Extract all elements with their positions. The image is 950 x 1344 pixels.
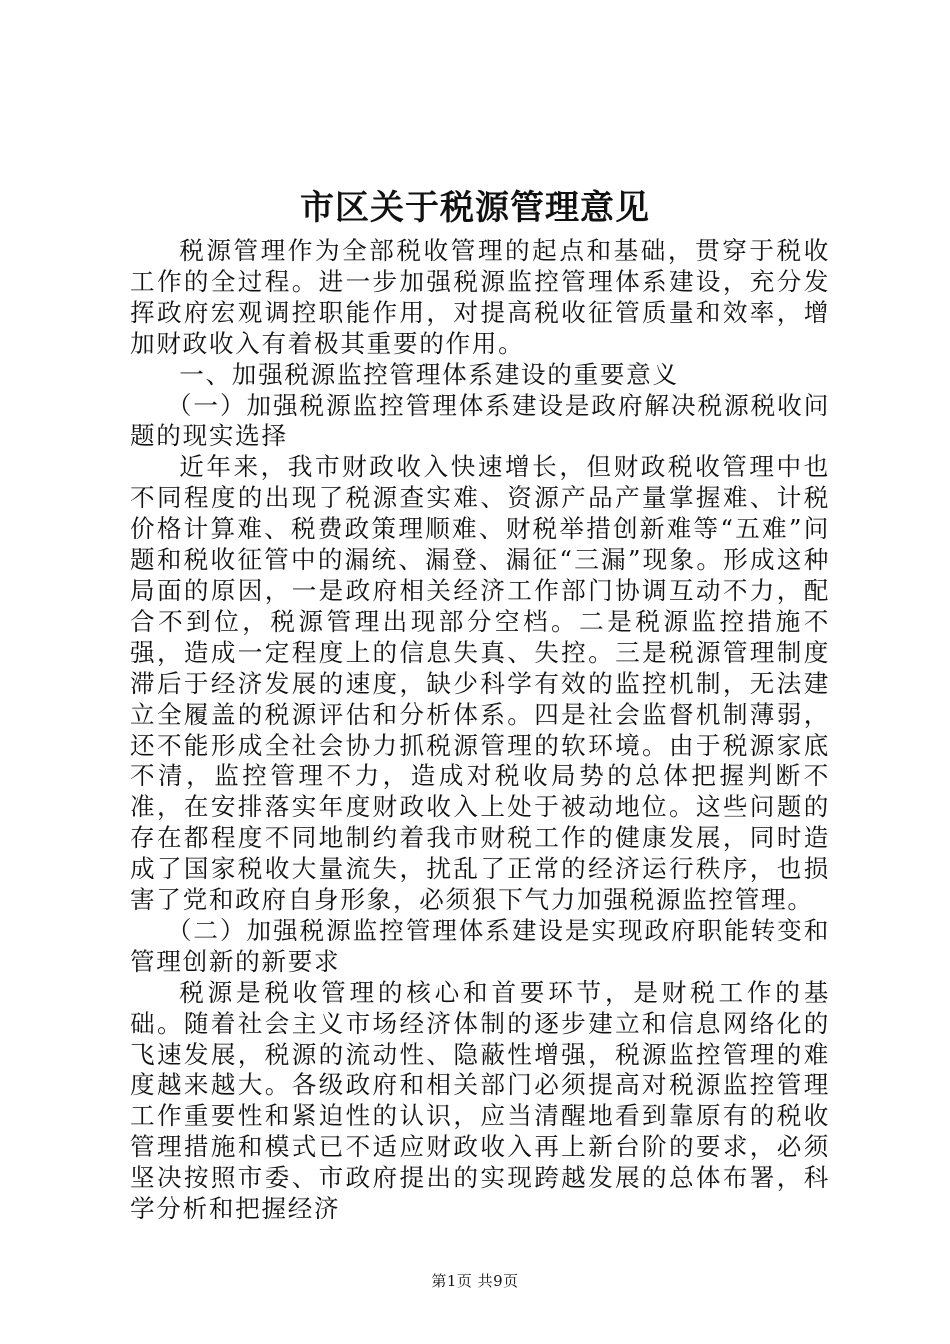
- document-body: [130, 236, 830, 1225]
- document-title: 市区关于税源管理意见: [300, 188, 650, 228]
- paragraph-body-1: 近年来，我市财政收入快速增长，但财政税收管理中也不同程度的出现了税源查实难、资源产品产量掌握难、计税价格计算难、税费政策理顺难、财税举措创新难等“五难”问题和税收征管中的漏统、漏登、漏征“三漏”现象。形成这种局面的原因，一是政府相关经济工作部门协调互动不力，配合不到位，税源管理出现部分空档。二是税源监控措施不强，造成一定程度上的信息失真、失控。三是税源管理制度滞后于经济发展的速度，缺少科学有效的监控机制，无法建立全履盖的税源评估和分析体系。四是社会监督机制薄弱，还不能形成全社会协力抓税源管理的软环境。由于税源家底不清，监控管理不力，造成对税收局势的总体把握判断不准，在安排落实年度财政收入上处于被动地位。这些问题的存在都程度不同地制约着我市财税工作的健康发展，同时造成了国家税收大量流失，扰乱了正常的经济运行秩序，也损害了党和政府自身形象，必须狠下气力加强税源监控管理。: [130, 452, 830, 915]
- section-heading-1: 一、加强税源监控管理体系建设的重要意义: [179, 359, 679, 389]
- page-footer: 第1页 共9页: [431, 1272, 519, 1290]
- subsection-heading-1: （一）加强税源监控管理体系建设是政府解决税源税收问题的现实选择: [130, 390, 830, 451]
- paragraph-intro: 税源管理作为全部税收管理的起点和基础，贯穿于税收工作的全过程。进一步加强税源监控管理体系建设，充分发挥政府宏观调控职能作用，对提高税收征管质量和效率，增加财政收入有着极其重要的作用。: [130, 236, 830, 358]
- paragraph-body-2: 税源是税收管理的核心和首要环节，是财税工作的基础。随着社会主义市场经济体制的逐步建立和信息网络化的飞速发展，税源的流动性、隐蔽性增强，税源监控管理的难度越来越大。各级政府和相关部门必须提高对税源监控管理工作重要性和紧迫性的认识，应当清醒地看到靠原有的税收管理措施和模式已不适应财政收入再上新台阶的要求，必须坚决按照市委、市政府提出的实现跨越发展的总体布署，科学分析和把握经济: [130, 977, 830, 1224]
- subsection-heading-2: （二）加强税源监控管理体系建设是实现政府职能转变和管理创新的新要求: [130, 915, 830, 976]
